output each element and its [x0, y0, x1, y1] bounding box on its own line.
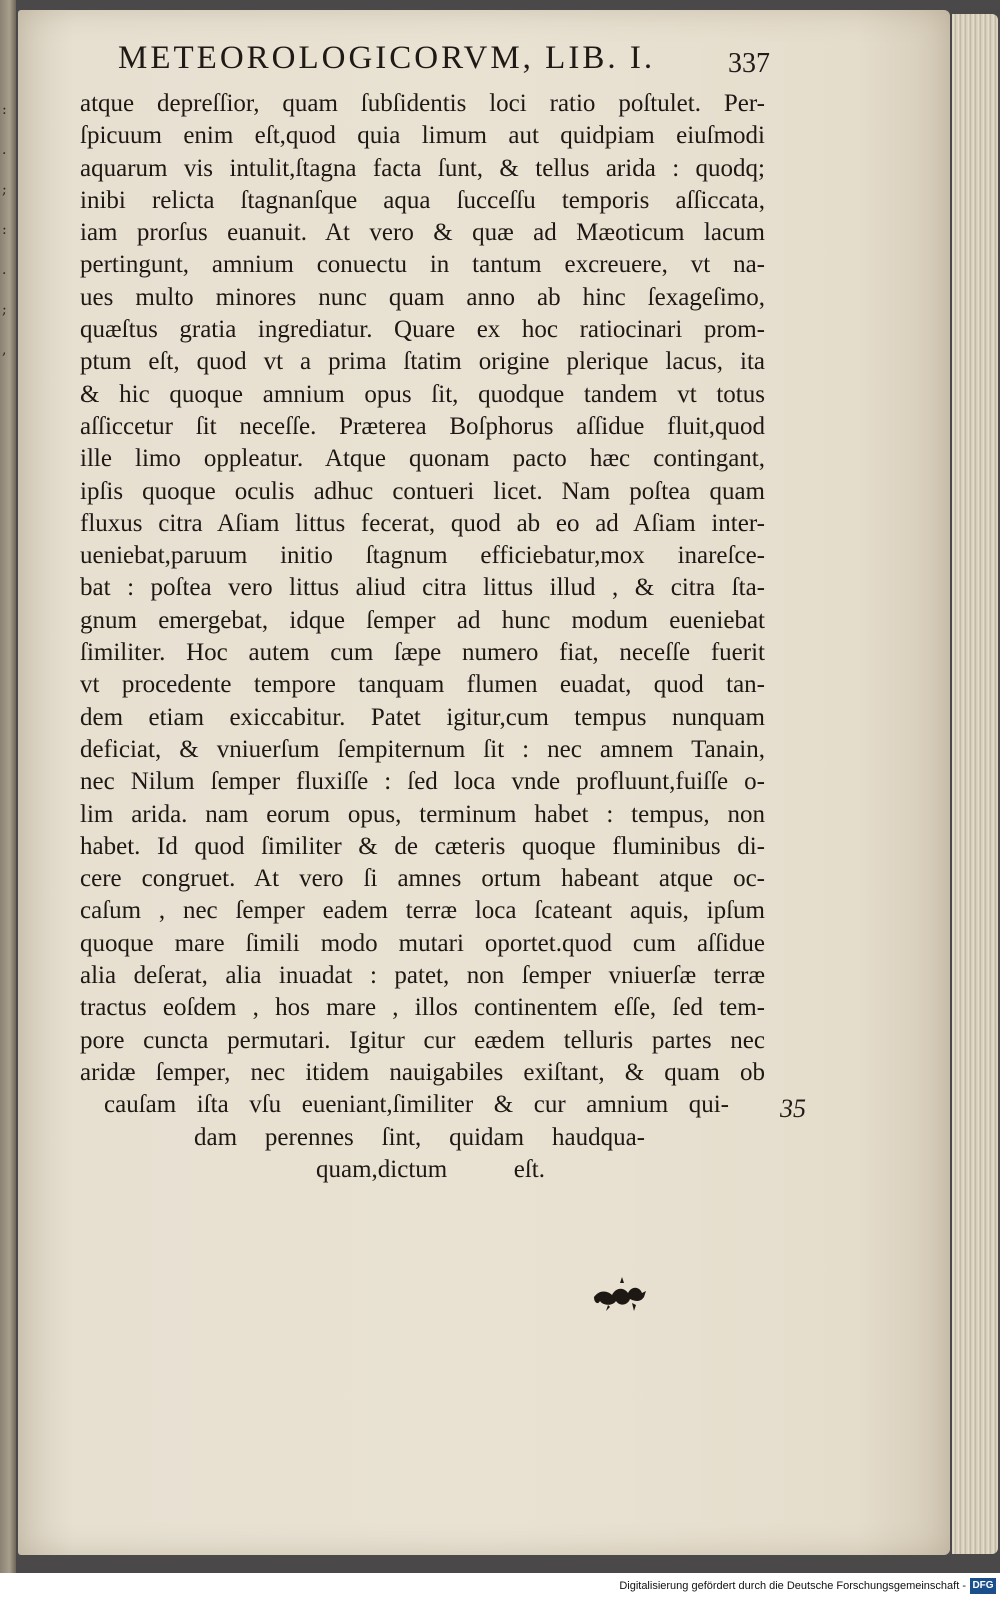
text-line: ille limo oppleatur. Atque quonam pacto hæc contingant, [80, 445, 765, 473]
main-text-block [80, 88, 765, 1186]
text-line: aquarum vis intulit,ſtagna facta ſunt, & tellus arida : quodq; [80, 154, 765, 182]
tailpiece-ornament-icon [590, 1275, 650, 1315]
dfg-logo: DFG [970, 1578, 996, 1594]
text-line: gnum emergebat, idque ſemper ad hunc modum eueniebat [80, 606, 765, 634]
text-line: iam prorſus euanuit. At vero & quæ ad Mæoticum lacum [80, 219, 765, 247]
text-line: & hic quoque amnium opus ſit, quodque tandem vt totus [80, 380, 765, 408]
running-header: METEOROLOGICORVM, LIB. I. [118, 40, 656, 76]
text-line: cauſam iſta vſu eueniant,ſimiliter & cur amnium qui- [104, 1091, 729, 1119]
page-number: 337 [728, 48, 770, 79]
text-line: quæſtus gratia ingrediatur. Quare ex hoc ratiocinari prom- [80, 316, 765, 344]
text-line: vt procedente tempore tanquam flumen euadat, quod tan- [80, 671, 765, 699]
text-line: alia deſerat, alia inuadat : patet, non ſemper vniuerſæ terræ [80, 962, 765, 990]
text-line: aridæ ſemper, nec itidem nauigabiles exiſtant, & quam ob [80, 1058, 765, 1086]
text-line: lim arida. nam eorum opus, terminum habet : tempus, non [80, 800, 765, 828]
page-stack-edge [952, 14, 998, 1554]
facing-page-edge [0, 0, 16, 1573]
text-line: deficiat, & vniuerſum ſempiternum ſit : nec amnem Tanain, [80, 735, 765, 763]
text-line: quam,dictum eſt. [316, 1155, 545, 1183]
text-line: habet. Id quod ſimiliter & de cæteris quoque fluminibus di- [80, 832, 765, 860]
text-line: ueniebat,paruum initio ſtagnum efficiebatur,mox inareſce- [80, 542, 765, 570]
text-line: bat : poſtea vero littus aliud citra littus illud , & citra ſta- [80, 574, 765, 602]
text-line: dam perennes ſint, quidam haudqua- [194, 1123, 645, 1151]
text-line: pertingunt, amnium conuectu in tantum excreuere, vt na- [80, 251, 765, 279]
text-line: ſimiliter. Hoc autem cum ſæpe numero fiat, neceſſe fuerit [80, 639, 765, 667]
margin-note: 35 [780, 1094, 806, 1123]
text-line: fluxus citra Aſiam littus fecerat, quod ab eo ad Aſiam inter- [80, 509, 765, 537]
text-line: ipſis quoque oculis adhuc contueri licet. Nam poſtea quam [80, 477, 765, 505]
text-line: ptum eſt, quod vt a prima ſtatim origine plerique lacus, ita [80, 348, 765, 376]
text-line: caſum , nec ſemper eadem terræ loca ſcateant aquis, ipſum [80, 897, 765, 925]
text-line: cere congruet. At vero ſi amnes ortum habeant atque oc- [80, 865, 765, 893]
text-line: aſſiccetur ſit neceſſe. Præterea Boſphorus aſſidue fluit,quod [80, 412, 765, 440]
facing-page-marks: : . ; : . ; , [2, 102, 7, 358]
text-line: dem etiam exiccabitur. Patet igitur,cum tempus nunquam [80, 703, 765, 731]
text-line: ſpicuum enim eſt,quod quia limum aut quidpiam eiuſmodi [80, 122, 765, 150]
text-line: nec Nilum ſemper fluxiſſe : ſed loca vnde profluunt,fuiſſe o- [80, 768, 765, 796]
text-line: pore cuncta permutari. Igitur cur eædem telluris partes nec [80, 1026, 765, 1054]
text-line: quoque mare ſimili modo mutari oportet.quod cum aſſidue [80, 929, 765, 957]
text-line: tractus eoſdem , hos mare , illos continentem eſſe, ſed tem- [80, 994, 765, 1022]
text-line: ues multo minores nunc quam anno ab hinc ſexageſimo, [80, 283, 765, 311]
digitization-credit: Digitalisierung gefördert durch die Deutsche Forschungsgemeinschaft - [619, 1580, 966, 1592]
text-line: inibi relicta ſtagnanſque aqua ſucceſſu temporis aſſiccata, [80, 186, 765, 214]
text-line: atque depreſſior, quam ſubſidentis loci ratio poſtulet. Per- [80, 90, 765, 117]
